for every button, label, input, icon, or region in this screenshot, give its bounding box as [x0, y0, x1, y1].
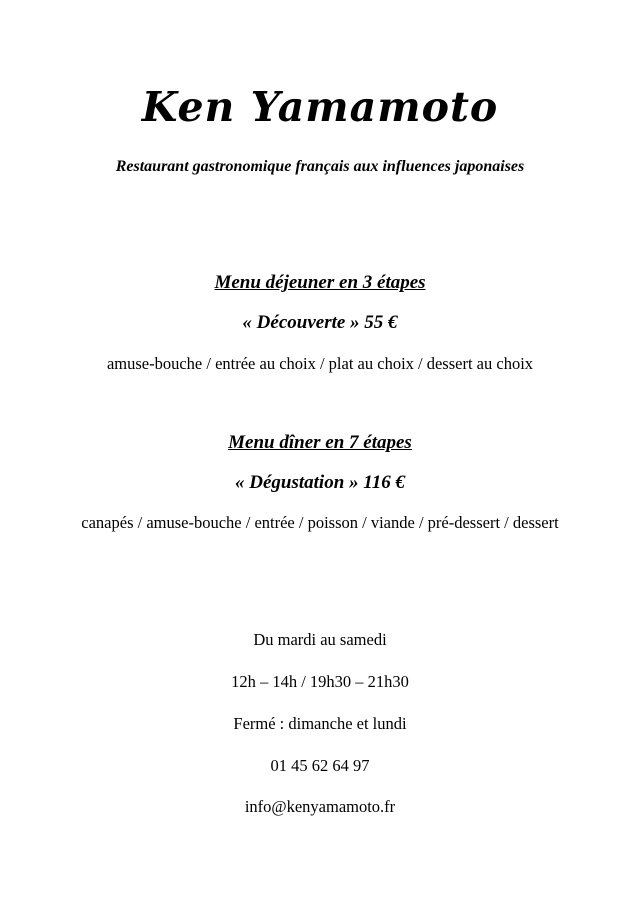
restaurant-logo-title: Ken Yamamoto [141, 83, 499, 131]
dinner-menu-section [0, 432, 640, 533]
opening-hours: 12h – 14h / 19h30 – 21h30 [231, 671, 409, 691]
dinner-menu-heading: Menu dîner en 7 étapes [228, 431, 412, 453]
dinner-menu-courses: canapés / amuse-bouche / entrée / poisson / viande / pré-dessert / dessert [81, 513, 559, 533]
lunch-menu-courses: amuse-bouche / entrée au choix / plat au choix / dessert au choix [106, 353, 534, 373]
lunch-menu-section [0, 272, 640, 373]
lunch-menu-heading: Menu déjeuner en 3 étapes [214, 272, 426, 294]
practical-info-block [0, 630, 640, 817]
dinner-menu-name-price: « Dégustation » 116 € [235, 471, 405, 493]
phone-number: 01 45 62 64 97 [270, 755, 370, 775]
restaurant-tagline: Restaurant gastronomique français aux influences japonaises [115, 158, 525, 176]
closed-days: Fermé : dimanche et lundi [233, 713, 407, 733]
email-address: info@kenyamamoto.fr [244, 797, 396, 817]
opening-days: Du mardi au samedi [253, 630, 387, 650]
lunch-menu-name-price: « Découverte » 55 € [242, 312, 398, 334]
